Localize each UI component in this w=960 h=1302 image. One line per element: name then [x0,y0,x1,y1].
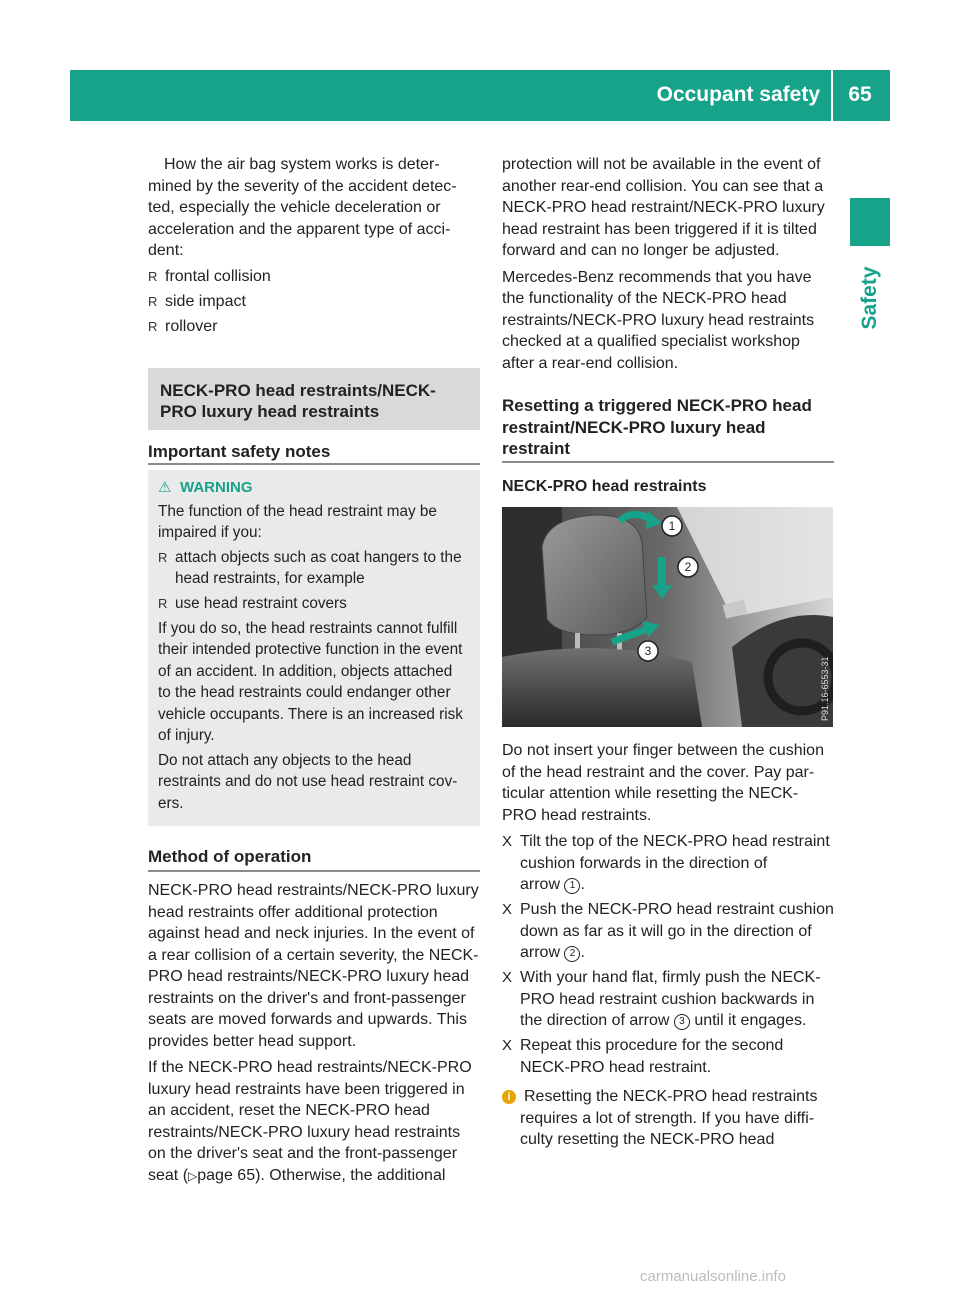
callout-ref-3: 3 [674,1014,690,1030]
callout-3-label: 3 [644,644,652,658]
method-line: restraints/NECK-PRO luxury head restraints [148,1123,461,1141]
info-icon: i [502,1090,516,1104]
instruction-step: X Repeat this procedure for the second NECK-PRO head restraint. [502,1035,834,1078]
section-title [160,380,480,422]
section-title-line: PRO luxury head restraints [160,402,380,421]
warning-triangle-icon: ⚠ [158,479,172,496]
side-tab-label: Safety [858,266,881,330]
warning-line: of injury. [158,727,215,744]
list-item: R side impact [148,291,480,313]
method-line: seats are moved forwards and upwards. This [148,1011,467,1028]
section-title-line: NECK-PRO head restraints/NECK- [160,381,436,400]
method-line: on the driver's seat and the front-passenger [148,1145,458,1162]
intro-line: ted, especially the vehicle deceleration or [148,199,441,216]
method-line: against head and neck injuries. In the event of [148,925,475,942]
side-tab-block [850,198,890,246]
divider [148,463,480,465]
warning-line: their intended protective function in the event [158,641,463,658]
reset-heading [502,395,834,460]
body-line: PRO head restraints. [502,806,652,824]
warning-line: of an accident. In addition, objects attached [158,662,453,680]
body-line: head restraint has been triggered if it is tilted [502,220,817,238]
body-line: forward and can no longer be adjusted. [502,242,780,259]
method-line: PRO head restraints/NECK-PRO luxury head [148,968,470,985]
seat-back [502,648,702,727]
page-number: 65 [848,83,872,106]
body-line: protection will not be available in the event of [502,156,821,173]
body-line: ticular attention while resetting the NECK- [502,785,799,802]
photo-code: P91.16-6553-31 [820,656,830,721]
reset-heading-line: restraint [502,439,571,458]
method-line: luxury head restraints have been triggered in [148,1080,465,1098]
body-line: after a rear-end collision. [502,354,679,372]
reset-heading-line: restraint/NECK-PRO luxury head [502,417,766,437]
warning-line: ers. [158,794,184,812]
body-line: of the head restraint and the cover. Pay par- [502,763,815,781]
divider [148,870,480,872]
warning-content [158,477,474,814]
instruction-step: X Tilt the top of the NECK-PRO head restraint cushion forwards in the direction of arrow 1 . [502,831,834,896]
callout-2-label: 2 [684,560,692,574]
method-line-ref: seat (▷page 65). Otherwise, the additional [148,1166,446,1184]
callout-ref-1: 1 [564,878,580,894]
body-line: checked at a qualified specialist workshop [502,333,800,350]
safety-notes-heading: Important safety notes [148,442,331,461]
warning-bullet-cont: head restraints, for example [175,570,365,587]
intro-line: acceleration and the apparent type of acci- [148,220,451,238]
instruction-step: X Push the NECK-PRO head restraint cushion down as far as it will go in the direction of arrow 2 . [502,899,834,964]
divider [502,461,834,463]
warning-line: Do not attach any objects to the head [158,751,412,769]
warning-title: ⚠ WARNING [158,477,474,499]
body-line: the functionality of the NECK-PRO head [502,290,787,307]
warning-line: restraints and do not use head restraint cov- [158,773,458,790]
header-title: Occupant safety [656,83,820,106]
right-bottom-body [502,740,834,1151]
warning-line: If you do so, the head restraints cannot fulfill [158,619,458,637]
warning-line: impaired if you: [158,524,262,541]
method-line: head restraints offer additional protection [148,903,438,921]
method-line: restraints on the driver's and front-passenger [148,989,466,1007]
warning-line: vehicle occupants. There is an increased risk [158,705,463,723]
list-item: R rollover [148,316,480,338]
method-body [148,880,480,1187]
intro-block [148,154,480,341]
warning-bullet: R attach objects such as coat hangers to the [158,547,474,569]
method-line: a rear collision of a certain severity, the NECK- [148,946,479,964]
instruction-step: X With your hand flat, firmly push the NECK- PRO head restraint cushion backwards in the direction of arrow 3 until it engages. [502,967,834,1032]
method-line: an accident, reset the NECK-PRO head [148,1102,430,1119]
intro-line: dent: [148,242,184,259]
body-line: Mercedes-Benz recommends that you have [502,268,812,286]
reset-heading-line: Resetting a triggered NECK-PRO head [502,396,812,415]
method-line: NECK-PRO head restraints/NECK-PRO luxury [148,882,479,899]
body-line: Do not insert your finger between the cushion [502,742,824,759]
page-ref-arrow-icon[interactable]: ▷ [188,1168,198,1183]
warning-line: to the head restraints could endanger other [158,684,451,701]
callout-ref-2: 2 [564,946,580,962]
header-divider [831,70,833,121]
right-top-body [502,154,834,374]
body-line: NECK-PRO head restraint/NECK-PRO luxury [502,199,825,216]
body-line: another rear-end collision. You can see that a [502,177,824,195]
method-line: provides better head support. [148,1032,357,1050]
method-line: If the NECK-PRO head restraints/NECK-PRO [148,1059,472,1076]
watermark: carmanualsonline.info [640,1268,786,1285]
neck-pro-subheading: NECK-PRO head restraints [502,478,707,495]
body-line: restraints/NECK-PRO luxury head restraints [502,311,815,329]
callout-1-label: 1 [668,519,676,533]
head-restraint-photo [502,507,833,727]
warning-line: The function of the head restraint may be [158,502,437,520]
method-heading: Method of operation [148,847,312,866]
side-tab [848,258,892,338]
intro-line: mined by the severity of the accident detec- [148,177,457,195]
warning-bullet: R use head restraint covers [158,593,474,615]
head-restraint-cushion [542,515,647,635]
intro-line: How the air bag system works is deter- [164,156,440,173]
list-item: R frontal collision [148,266,480,288]
info-note: i Resetting the NECK-PRO head restraints requires a lot of strength. If you have diffi- culty resetting the NECK-PRO head [502,1086,834,1151]
